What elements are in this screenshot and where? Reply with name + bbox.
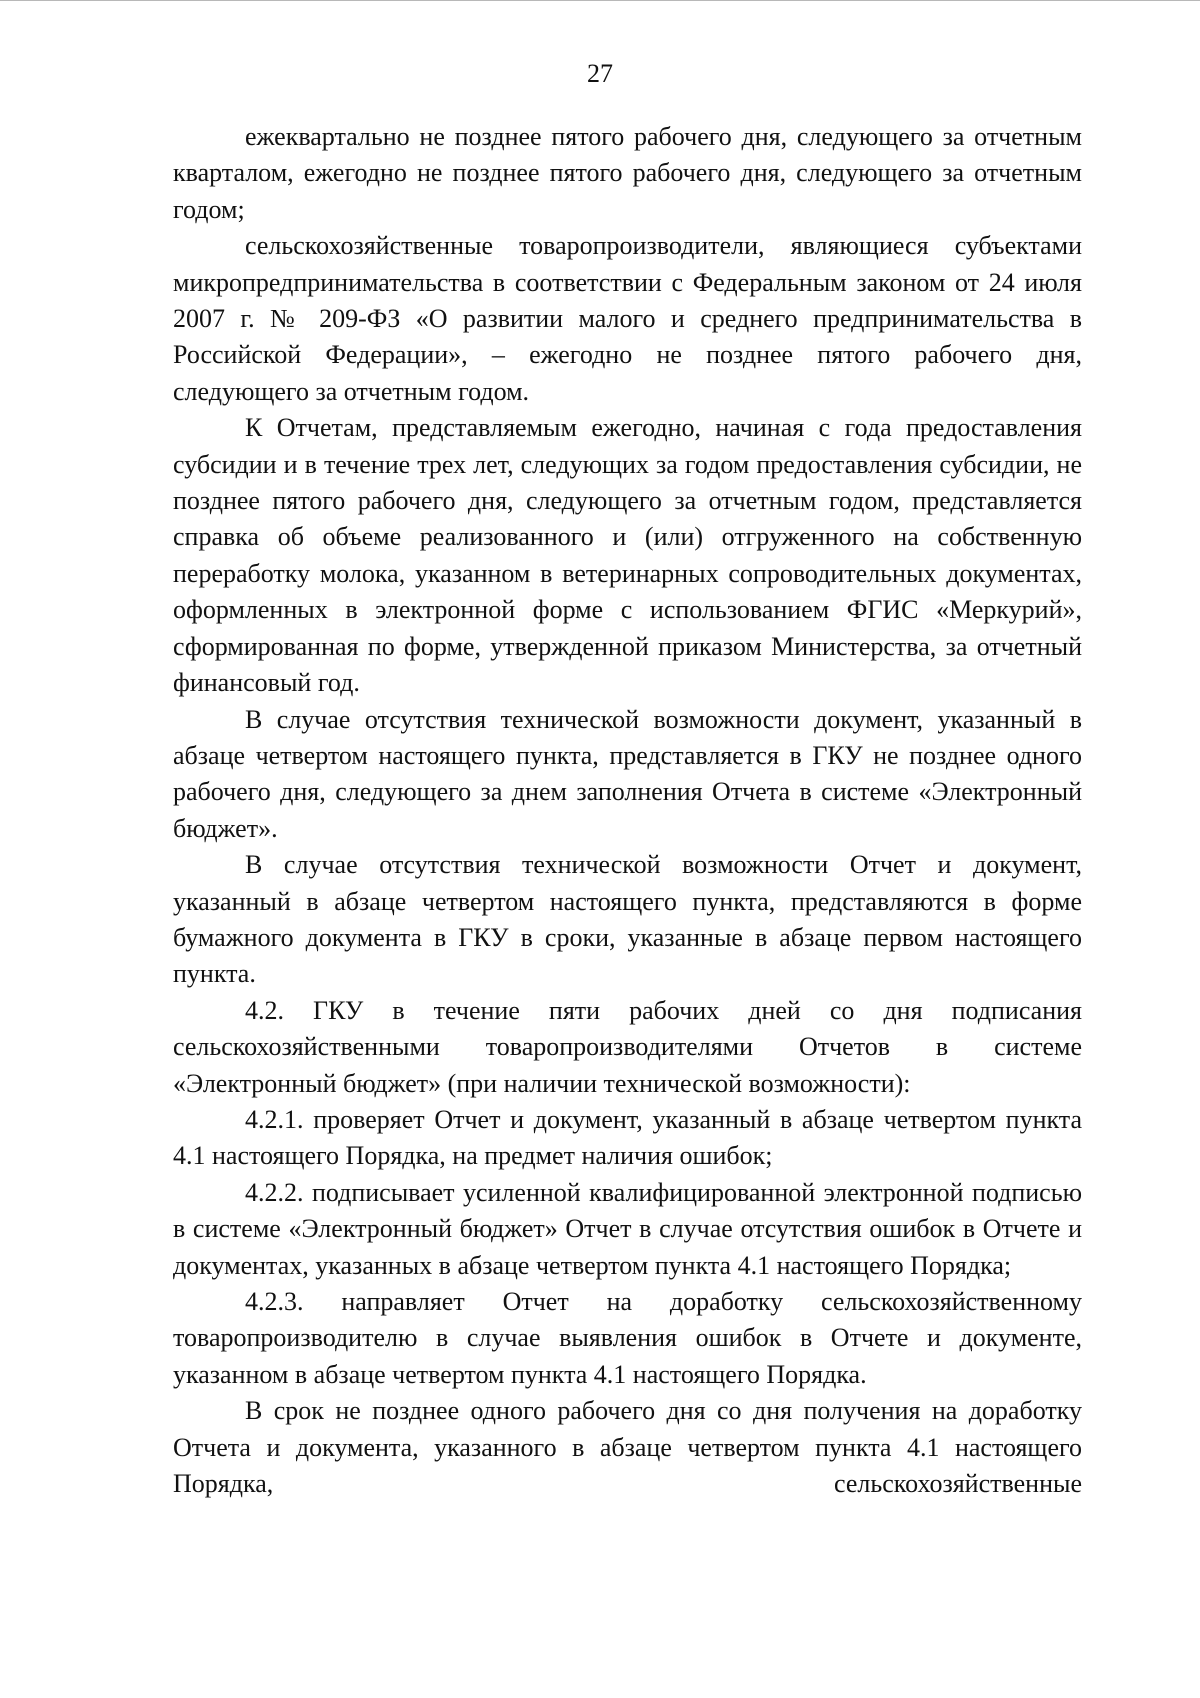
paragraph-quarterly-deadline: ежеквартально не позднее пятого рабочего дня, следующего за отчетным кварталом, ежегодно не позднее пятого рабочего дня, следующего за отчетным годом;: [173, 122, 1082, 224]
document-body: [173, 119, 1082, 1502]
paragraph-paper-submission: В случае отсутствия технической возможности Отчет и документ, указанный в абзаце четвертом настоящего пункта, представляются в форме бумажного документа в ГКУ в сроки, указанные в абзаце первом настоящего пункта.: [173, 850, 1082, 989]
paragraph-micro-enterprises: сельскохозяйственные товаропроизводители, являющиеся субъектами микропредпринимательства в соответствии с Федеральным законом от 24 июля 2007 г. № 209-ФЗ «О развитии малого и среднего предпринимательства в Российской Федерации», – ежегодно не позднее пятого рабочего дня, следующего за отчетным годом.: [173, 231, 1082, 406]
paragraph-no-technical-possibility-document: В случае отсутствия технической возможности документ, указанный в абзаце четвертом настоящего пункта, представляется в ГКУ не позднее одного рабочего дня, следующего за днем заполнения Отчета в системе «Электронный бюджет».: [173, 704, 1082, 843]
paragraph-annual-reports-certificate: К Отчетам, представляемым ежегодно, начиная с года предоставления субсидии и в течение трех лет, следующих за годом предоставления субсидии, не позднее пятого рабочего дня, следующего за отчетным годом, представляется справка об объеме реализованного и (или) отгруженного на собственную переработку молока, указанном в ветеринарных сопроводительных документах, оформленных в электронной форме с использованием ФГИС «Меркурий», сформированная по форме, утвержденной приказом Министерства, за отчетный финансовый год.: [173, 413, 1082, 698]
paragraph-revision-deadline: В срок не позднее одного рабочего дня со дня получения на доработку Отчета и документа, указанного в абзаце четвертом пункта 4.1 настоящего Порядка, сельскохозяйственные: [173, 1396, 1082, 1499]
paragraph-4-2: 4.2. ГКУ в течение пяти рабочих дней со дня подписания сельскохозяйственными товаропроизводителями Отчетов в системе «Электронный бюджет» (при наличии технической возможности):: [173, 995, 1082, 1098]
paragraph-4-2-3: 4.2.3. направляет Отчет на доработку сельскохозяйственному товаропроизводителю в случае выявления ошибок в Отчете и документе, указанном в абзаце четвертом пункта 4.1 настоящего Порядка.: [173, 1287, 1082, 1389]
page-number: 27: [587, 59, 613, 88]
paragraph-4-2-2: 4.2.2. подписывает усиленной квалифицированной электронной подписью в системе «Электронный бюджет» Отчет в случае отсутствия ошибок в Отчете и документах, указанных в абзаце четвертом пункта 4.1 настоящего Порядка;: [173, 1177, 1082, 1280]
paragraph-4-2-1: 4.2.1. проверяет Отчет и документ, указанный в абзаце четвертом пункта 4.1 настоящего Порядка, на предмет наличия ошибок;: [173, 1104, 1082, 1171]
